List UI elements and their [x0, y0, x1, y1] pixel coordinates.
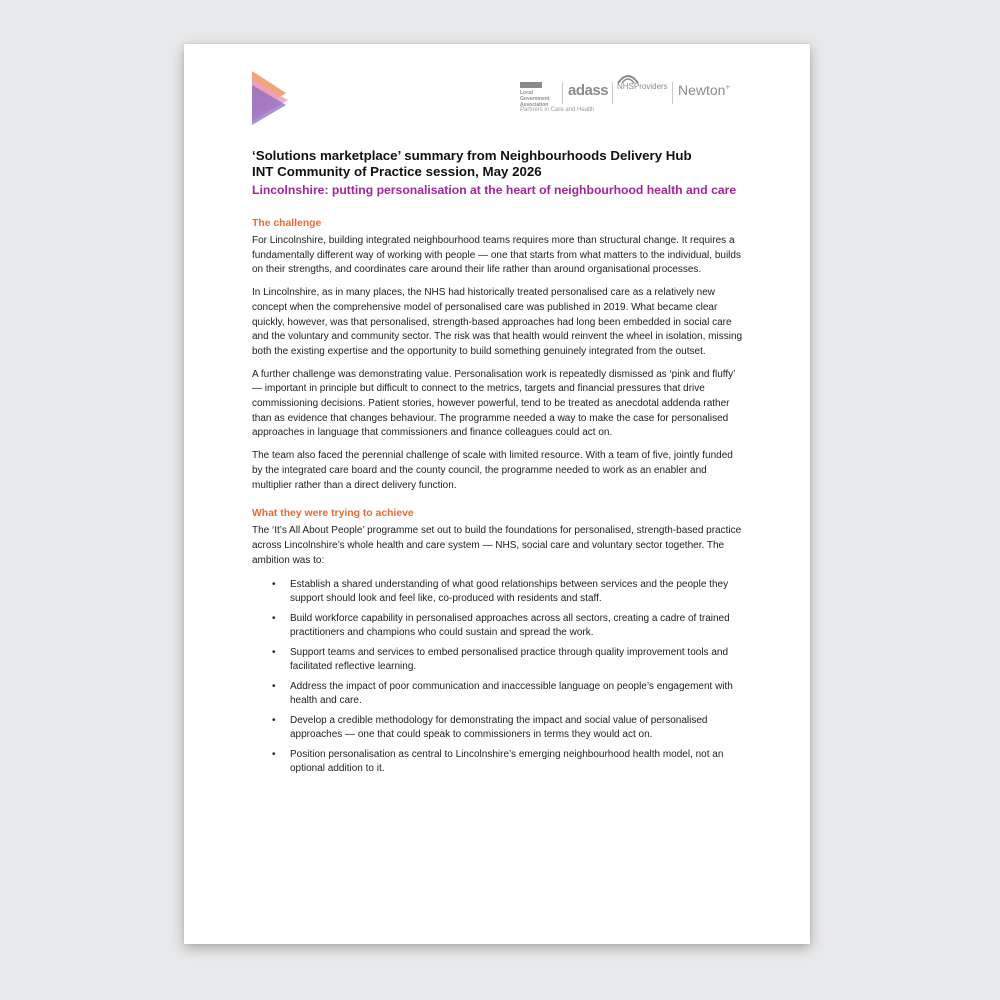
list-item [252, 646, 746, 674]
document-body [252, 148, 746, 782]
logo-divider [672, 82, 673, 104]
bullet-icon: • [272, 715, 276, 727]
paragraph: The team also faced the perennial challenge of scale with limited resource. With a team of five, jointly funded by the integrated care board and the county council, the programme needed to work as an enabler and multiplier rather than a direct delivery function. [252, 450, 733, 491]
newton-text: Newton [678, 82, 726, 98]
partners-caption: Partners in Care and Health [520, 107, 595, 113]
bullet-icon: • [272, 681, 276, 693]
bullet-icon: • [272, 613, 276, 625]
newton-logo: Newton+ [678, 82, 731, 98]
list-item [252, 714, 746, 742]
paragraph: The ‘It’s All About People’ programme set out to build the foundations for personalised, strength-based practice across Lincolnshire’s whole health and care system — NHS, social care and voluntary sector together. The ambition was to: [252, 525, 742, 566]
nhs-providers-text: NHSProviders [617, 82, 668, 91]
list-item-text: Establish a shared understanding of what good relationships between services and the people they support should look and feel like, co-produced with residents and staff. [290, 579, 729, 605]
bullet-icon: • [272, 749, 276, 761]
list-item-text: Build workforce capability in personalised approaches across all sectors, creating a cadre of trained practitioners and champions who could sustain and spread the work. [290, 613, 730, 639]
paragraph: In Lincolnshire, as in many places, the NHS had historically treated personalised care as a relatively new concept when the comprehensive model of personalised care was published in 2019. What became clear quickly, however, was that personalised, strength-based approaches had long been embedded in social care and the voluntary and community sector. The risk was that health would reinvent the wheel in isolation, missing both the existing expertise and the opportunity to build something genuinely integrated from the outset. [252, 287, 743, 357]
paragraph: A further challenge was demonstrating value. Personalisation work is repeatedly dismissed as ‘pink and fluffy’ — important in principle but difficult to connect to the metrics, targets and financial pressures that drive commissioning decisions. Patient stories, however powerful, tend to be treated as anecdotal addenda rather than as evidence that changes behaviour. The programme needed a way to make the case for personalised approaches in language that commissioners and finance colleagues could act on. [252, 368, 736, 439]
document-subtitle: Lincolnshire: putting personalisation at the heart of neighbourhood health and care [252, 183, 737, 197]
adass-logo: adass [568, 82, 609, 99]
lga-logo [520, 82, 560, 108]
brand-triangle-logo [252, 71, 290, 125]
lga-mark-icon [520, 82, 542, 88]
ambition-list [252, 578, 746, 776]
bullet-icon: • [272, 647, 276, 659]
bullet-icon: • [272, 579, 276, 591]
document-title [252, 148, 746, 180]
list-item [252, 680, 746, 708]
partner-logos [518, 82, 744, 116]
list-item-text: Address the impact of poor communication and inaccessible language on people’s engagement with health and care. [290, 681, 733, 707]
nhs-providers-logo [617, 82, 668, 91]
logo-divider [562, 82, 563, 104]
nhs-providers-arc-icon [617, 72, 639, 84]
list-item [252, 578, 746, 606]
list-item [252, 612, 746, 640]
document-page [184, 44, 810, 944]
section-heading-challenge: The challenge [252, 218, 322, 229]
list-item [252, 748, 746, 776]
paragraph: For Lincolnshire, building integrated neighbourhood teams requires more than structural change. It requires a fundamentally different way of working with people — one that starts from what matters to the individual, builds on their strengths, and coordinates care around their life rather than around organisational processes. [252, 235, 741, 276]
logo-divider [612, 82, 613, 104]
lga-text: Local Government Association [520, 90, 550, 108]
list-item-text: Support teams and services to embed personalised practice through quality improvement tools and facilitated reflective learning. [290, 647, 729, 673]
section-heading-achieve: What they were trying to achieve [252, 508, 414, 520]
title-line-2: INT Community of Practice session, May 2026 [252, 164, 542, 179]
list-item-text: Develop a credible methodology for demonstrating the impact and social value of personalised approaches — one that could speak to commissioners in terms they would act on. [290, 715, 708, 741]
title-line-1: ‘Solutions marketplace’ summary from Neighbourhoods Delivery Hub [252, 148, 692, 163]
list-item-text: Position personalisation as central to Lincolnshire’s emerging neighbourhood health model, not an optional addition to it. [290, 749, 724, 775]
